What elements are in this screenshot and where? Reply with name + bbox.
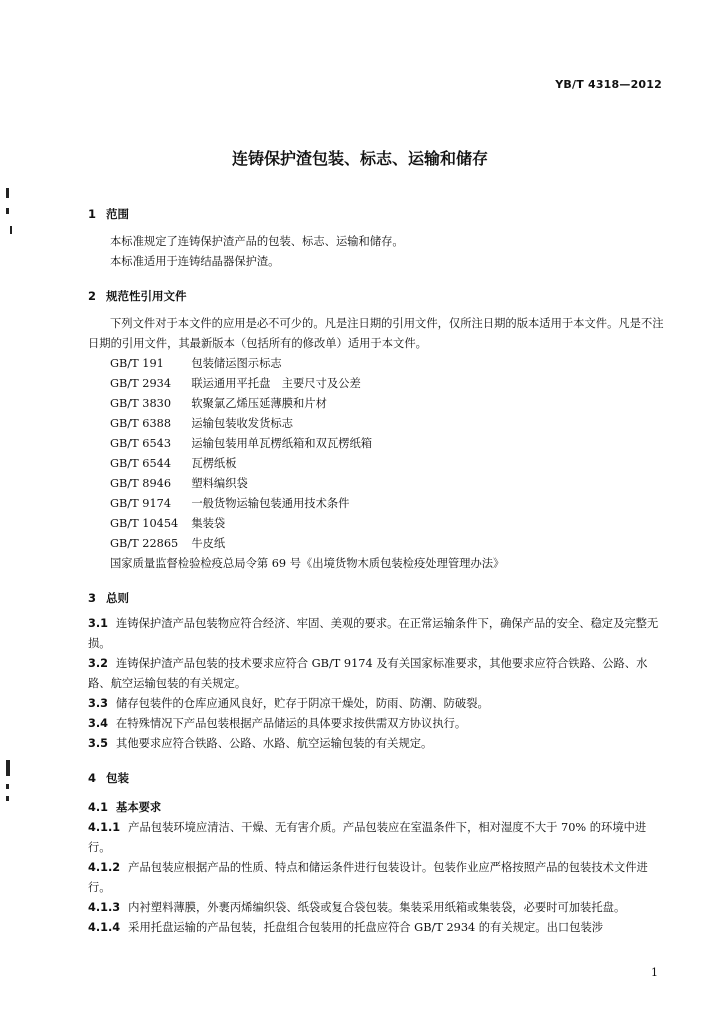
standard-id: YB/T 4318—2012 bbox=[555, 78, 662, 91]
reference-item: GB/T 10454 集装袋 bbox=[110, 517, 226, 530]
clause: 3.1 连铸保护渣产品包装物应符合经济、牢固、美观的要求。在正常运输条件下，确保产品的安全、稳定及完整无损。 bbox=[88, 617, 659, 650]
reference-item: GB/T 6544 瓦楞纸板 bbox=[110, 457, 237, 470]
reference-item: GB/T 9174 一般货物运输包装通用技术条件 bbox=[110, 497, 350, 510]
section-2-body bbox=[88, 314, 664, 574]
reference-item: GB/T 22865 牛皮纸 bbox=[110, 537, 226, 550]
section-3-body bbox=[88, 614, 664, 754]
clause: 3.2 连铸保护渣产品包装的技术要求应符合 GB/T 9174 及有关国家标准要求，其他要求应符合铁路、公路、水路、航空运输包装的有关规定。 bbox=[88, 657, 648, 690]
clause: 3.3 储存包装件的仓库应通风良好，贮存于阴凉干燥处，防雨、防潮、防破裂。 bbox=[88, 697, 489, 710]
document-title: 连铸保护渣包装、标志、运输和储存 bbox=[231, 149, 488, 168]
paragraph: 本标准适用于连铸结晶器保护渣。 bbox=[110, 255, 280, 268]
scan-artifact bbox=[6, 796, 9, 801]
clause: 4.1.3 内衬塑料薄膜，外裹丙烯编织袋、纸袋或复合袋包装。集装采用纸箱或集装袋，必要时可加装托盘。 bbox=[88, 901, 626, 914]
subsection-heading: 4.1 基本要求 bbox=[88, 801, 162, 814]
scan-artifact bbox=[6, 208, 9, 214]
scan-artifact bbox=[6, 188, 9, 198]
clause: 3.5 其他要求应符合铁路、公路、水路、航空运输包装的有关规定。 bbox=[88, 737, 433, 750]
scan-artifact bbox=[10, 226, 12, 234]
reference-item: GB/T 191 包装储运图示标志 bbox=[110, 357, 282, 370]
section-heading-4: 4 包装 bbox=[88, 771, 129, 785]
reference-item: GB/T 8946 塑料编织袋 bbox=[110, 477, 248, 490]
reference-item: GB/T 6388 运输包装收发货标志 bbox=[110, 417, 293, 430]
scan-artifact bbox=[6, 784, 9, 789]
section-heading-1: 1 范围 bbox=[88, 207, 129, 221]
clause: 4.1.4 采用托盘运输的产品包装，托盘组合包装用的托盘应符合 GB/T 2934 的有关规定。出口包装涉 bbox=[88, 921, 604, 934]
document-body bbox=[88, 204, 664, 938]
section-1-body bbox=[88, 232, 664, 272]
reference-list bbox=[88, 354, 664, 574]
clause: 4.1.2 产品包装应根据产品的性质、特点和储运条件进行包装设计。包装作业应严格按照产品的包装技术文件进行。 bbox=[88, 861, 648, 894]
reference-item: GB/T 2934 联运通用平托盘 主要尺寸及公差 bbox=[110, 377, 361, 390]
section-heading-2: 2 规范性引用文件 bbox=[88, 289, 187, 303]
paragraph: 下列文件对于本文件的应用是必不可少的。凡是注日期的引用文件，仅所注日期的版本适用于本文件。凡是不注日期的引用文件，其最新版本（包括所有的修改单）适用于本文件。 bbox=[88, 317, 664, 350]
scan-artifact bbox=[6, 760, 10, 776]
section-4-body bbox=[88, 798, 664, 938]
reference-item: GB/T 6543 运输包装用单瓦楞纸箱和双瓦楞纸箱 bbox=[110, 437, 373, 450]
paragraph: 本标准规定了连铸保护渣产品的包装、标志、运输和储存。 bbox=[110, 235, 404, 248]
clause: 3.4 在特殊情况下产品包装根据产品储运的具体要求按供需双方协议执行。 bbox=[88, 717, 467, 730]
reference-item: 国家质量监督检验检疫总局令第 69 号《出境货物木质包装检疫处理管理办法》 bbox=[110, 557, 505, 570]
page-number: 1 bbox=[651, 966, 658, 979]
clause: 4.1.1 产品包装环境应清洁、干燥、无有害介质。产品包装应在室温条件下，相对湿度不大于 70% 的环境中进行。 bbox=[88, 821, 647, 854]
section-heading-3: 3 总则 bbox=[88, 591, 129, 605]
reference-item: GB/T 3830 软聚氯乙烯压延薄膜和片材 bbox=[110, 397, 327, 410]
